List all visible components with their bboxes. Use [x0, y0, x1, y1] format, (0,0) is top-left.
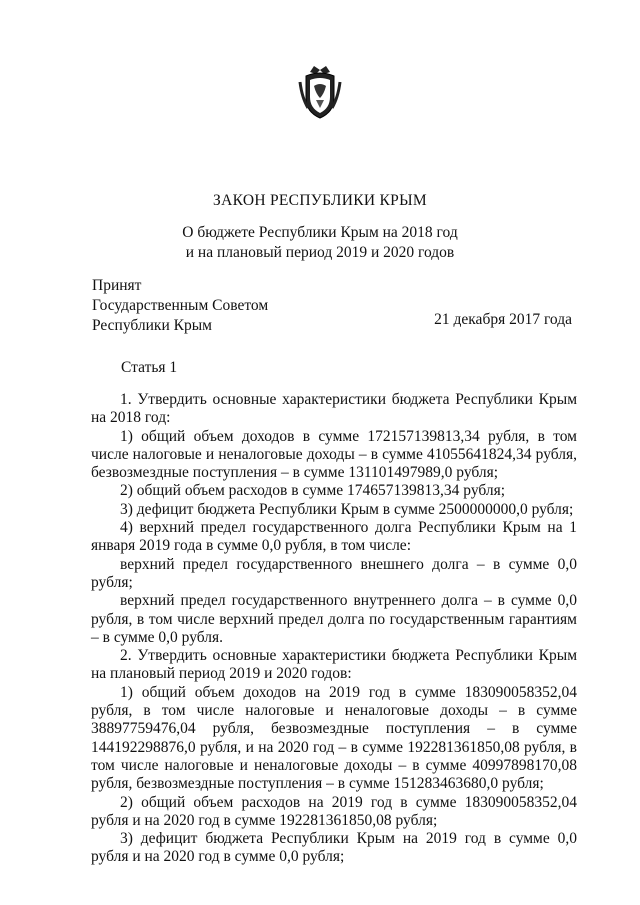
paragraph: 2) общий объем расходов в сумме 174657139813,34 рубля;: [120, 482, 506, 500]
paragraph: 3) дефицит бюджета Республики Крым в сумме 2500000000,0 рубля;: [120, 500, 574, 518]
paragraph: 1) общий объем доходов в сумме 172157139813,34 рубля, в том числе налоговые и неналоговые доходы – в сумме 41055641824,34 рубля, безвозмездные поступления – в сумме 131101497989,0 рубля;: [91, 427, 577, 482]
paragraph: верхний предел государственного внутреннего долга – в сумме 0,0 рубля, в том числе верхний предел долга по государственным гарантиям – в сумме 0,0 рубля.: [91, 592, 577, 646]
law-title: ЗАКОН РЕСПУБЛИКИ КРЫМ: [213, 192, 427, 209]
adoption-line-2: Государственным Советом: [92, 297, 269, 314]
paragraph: 2. Утвердить основные характеристики бюджета Республики Крым на плановый период 2019 и 2020 годов:: [91, 647, 577, 683]
law-subtitle-line-1: О бюджете Республики Крым на 2018 год: [182, 224, 458, 241]
paragraph: 4) верхний предел государственного долга Республики Крым на 1 января 2019 года в сумме 0,0 рубля, в том числе:: [91, 519, 577, 555]
coat-of-arms-icon: [296, 64, 344, 120]
adoption-line-1: Принят: [92, 277, 142, 294]
paragraph: 1. Утвердить основные характеристики бюджета Республики Крым на 2018 год:: [91, 391, 577, 427]
paragraph: верхний предел государственного внешнего долга – в сумме 0,0 рубля;: [91, 555, 577, 591]
paragraph: 3) дефицит бюджета Республики Крым на 2019 год в сумме 0,0 рубля и на 2020 год в сумме 0,0 рубля;: [91, 830, 577, 866]
law-subtitle-line-2: и на плановый период 2019 и 2020 годов: [185, 244, 455, 261]
article-heading: Статья 1: [121, 359, 178, 376]
adoption-block: [92, 276, 268, 336]
paragraph: 1) общий объем доходов на 2019 год в сумме 183090058352,04 рубля, в том числе налоговые и неналоговые доходы – в сумме 38897759476,04 рубля, безвозмездные поступления – в сумме 144192298876,0 рубля, и на 2020 год – в сумме 192281361850,08 рубля, в том числе налоговые и неналоговые доходы – в сумме 40997898170,08 рубля, безвозмездные поступления – в сумме 151283463680,0 рубля;: [91, 683, 577, 793]
adoption-date: 21 декабря 2017 года: [434, 311, 572, 328]
adoption-line-3: Республики Крым: [92, 317, 212, 334]
article-body: [91, 391, 577, 867]
paragraph: 2) общий объем расходов на 2019 год в сумме 183090058352,04 рубля и на 2020 год в сумме 192281361850,08 рубля;: [91, 793, 577, 829]
